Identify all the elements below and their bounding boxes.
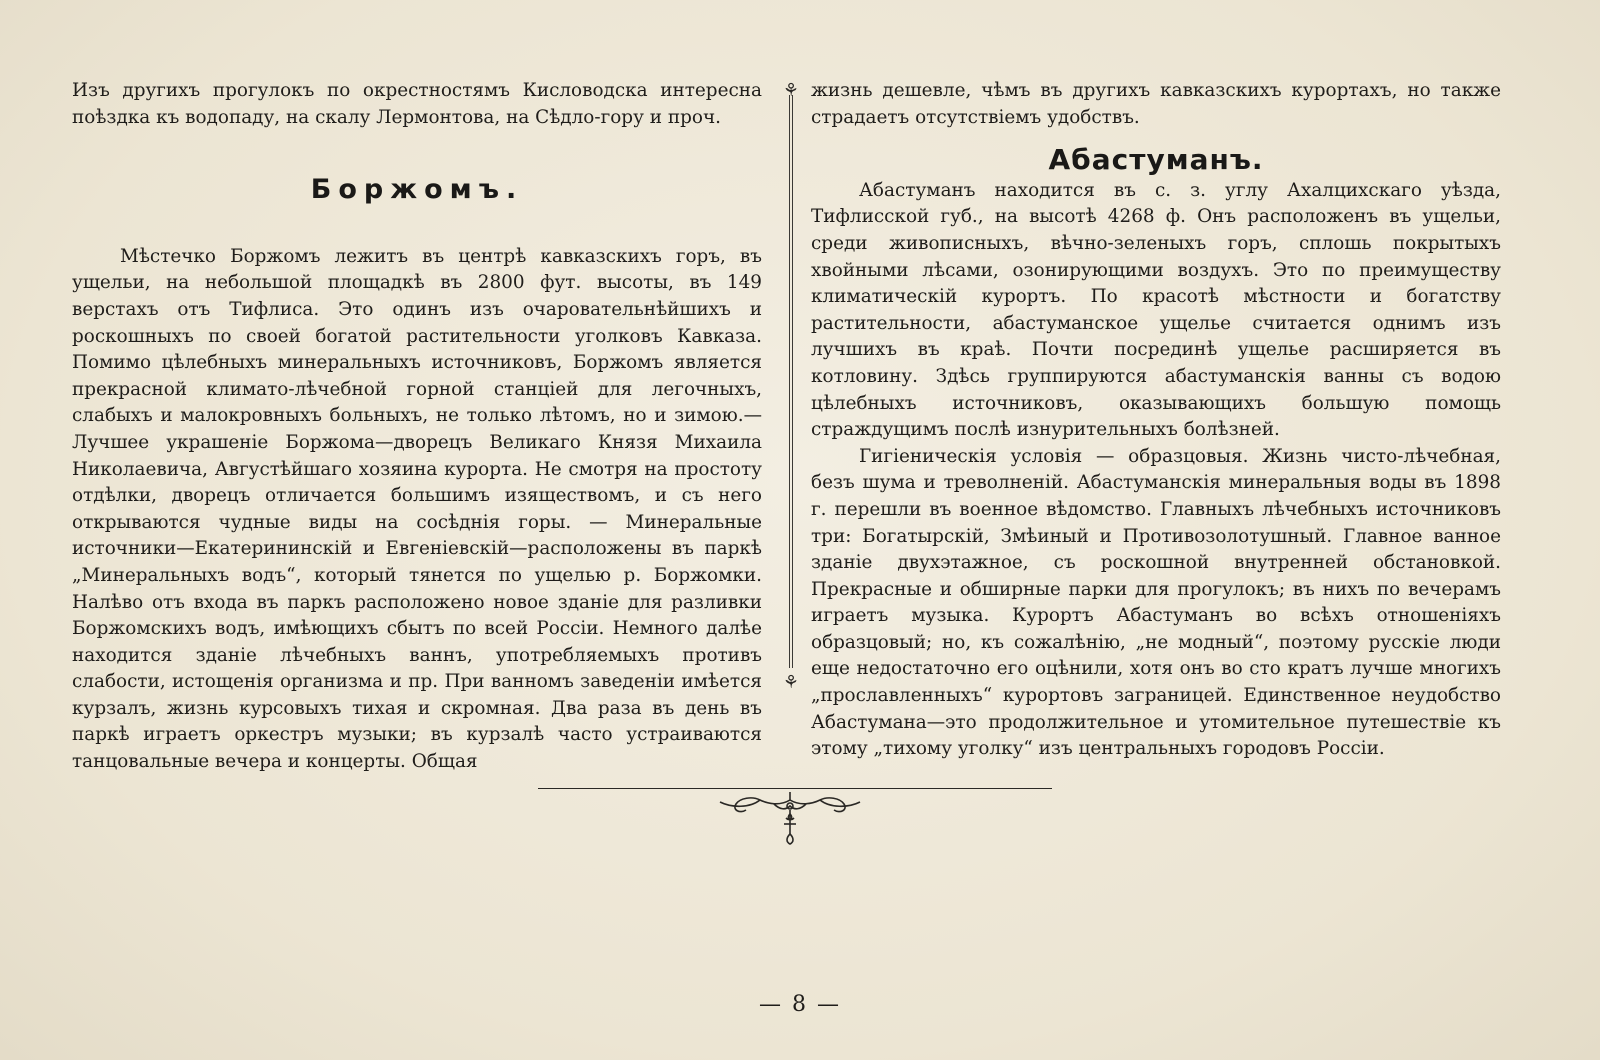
abastumani-heading: Абастуманъ. bbox=[1048, 143, 1264, 177]
borjomi-heading: Боржомъ. bbox=[310, 174, 524, 206]
flourish-ornament-icon bbox=[710, 790, 870, 848]
column-divider bbox=[789, 95, 793, 668]
left-column bbox=[72, 78, 762, 776]
right-continuation-paragraph: жизнь дешевле, чѣмъ въ другихъ кавказскихъ курортахъ, но также страдаетъ отсутствiемъ удобствъ. bbox=[811, 80, 1501, 128]
abastumani-paragraph-2: Гигiеническiя условiя — образцовыя. Жизнь чисто-лѣчебная, безъ шума и треволненiй. Абастуманскiя минеральныя воды въ 1898 г. перешли въ военное вѣдомство. Главныхъ лѣчебныхъ источниковъ три: Богатырскiй, Змѣиный и Противозолотушный. Главное ванное зданiе двухэтажное, съ роскошной внутренней обстановкой. Прекрасные и обширные парки для прогулокъ; въ нихъ по вечерамъ играетъ музыка. Курортъ Абастуманъ во всѣхъ отношенiяхъ образцовый; но, къ сожалѣнiю, „не модный“, поэтому русскiе люди еще недостаточно его оцѣнили, хотя онъ во сто кратъ лучше многихъ „прославленныхъ“ курортовъ заграницей. Единственное неудобство Абастумана—это продолжительное и утомительное путешествiе къ этому „тихому уголку“ изъ центральныхъ городовъ Россiи. bbox=[811, 445, 1501, 760]
divider-bottom-ornament-icon: ⚘ bbox=[782, 672, 800, 693]
bottom-rule bbox=[538, 788, 1052, 789]
right-column bbox=[811, 78, 1501, 763]
borjomi-paragraph: Мѣстечко Боржомъ лежитъ въ центрѣ кавказскихъ горъ, въ ущельи, на небольшой площадкѣ въ 2800 фут. высоты, въ 149 верстахъ отъ Тифлиса. Это одинъ изъ очаровательнѣйшихъ и роскошныхъ по своей богатой растительности уголковъ Кавказа. Помимо цѣлебныхъ минеральныхъ источниковъ, Боржомъ является прекрасной климато-лѣчебной горной станцiей для легочныхъ, слабыхъ и малокровныхъ больныхъ, не только лѣтомъ, но и зимою.—Лучшее украшенiе Боржома—дворецъ Великаго Князя Михаила Николаевича, Августѣйшаго хозяина курорта. Не смотря на простоту отдѣлки, дворецъ отличается большимъ изяществомъ, и съ него открываются чудные виды на сосѣднiя горы. — Минеральные источники—Екатерининскiй и Евгенiевскiй—расположены въ паркѣ „Минеральныхъ водъ“, который тянется по ущелью р. Боржомки. Налѣво отъ входа въ паркъ расположено новое зданiе для разливки Боржомскихъ водъ, имѣющихъ сбытъ по всей Россiи. Немного далѣе находится зданiе лѣчебныхъ ваннъ, употребляемыхъ противъ слабости, истощенiя организма и пр. При ванномъ заведенiи имѣется курзалъ, жизнь курсовыхъ тихая и скромная. Два раза въ день въ паркѣ играетъ оркестръ музыки; въ курзалѣ часто устраиваются танцовальные вечера и концерты. Общая bbox=[72, 245, 762, 773]
left-intro-paragraph: Изъ другихъ прогулокъ по окрестностямъ Кисловодска интересна поѣздка къ водопаду, на скалу Лермонтова, на Сѣдло-гору и проч. bbox=[72, 80, 762, 128]
page-number: — 8 — bbox=[759, 992, 841, 1017]
abastumani-paragraph-1: Абастуманъ находится въ с. з. углу Ахалцихскаго уѣзда, Тифлисской губ., на высотѣ 4268 ф. Онъ расположенъ въ ущельи, среди живописныхъ, вѣчно-зеленыхъ горъ, сплошь покрытыхъ хвойными лѣсами, озонирующими воздухъ. Это по преимуществу климатическiй курортъ. По красотѣ мѣстности и богатству растительности, абастуманское ущелье считается однимъ изъ лучшихъ въ краѣ. Почти посрединѣ ущелье расширяется въ котловину. Здѣсь группируются абастуманскiя ванны съ водою цѣлебныхъ источниковъ, оказывающихъ большую помощь страждущимъ послѣ изнурительныхъ болѣзней. bbox=[811, 179, 1501, 441]
divider-top-ornament-icon: ⚘ bbox=[782, 80, 800, 101]
